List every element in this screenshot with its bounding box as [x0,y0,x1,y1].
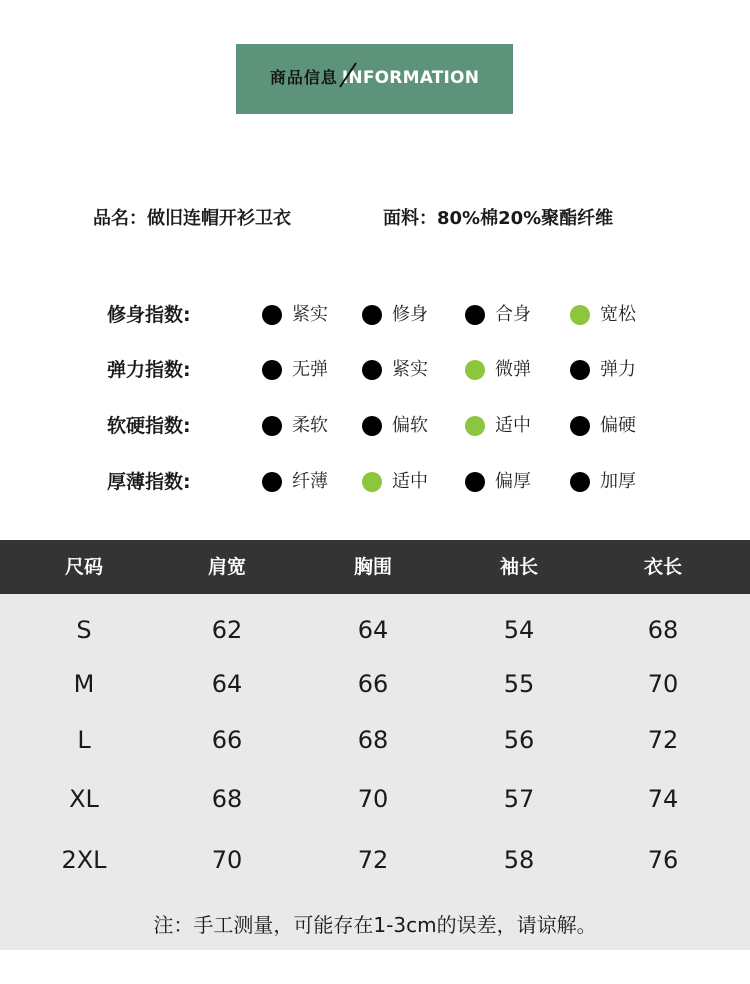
size-cell: S [76,616,92,644]
index-row [0,300,750,330]
table-row [0,720,750,760]
dot-icon [262,305,282,325]
column-header: 袖长 [499,556,538,578]
banner-title-cn: 商品信息 [269,67,338,87]
measurement-cell: 68 [647,616,679,644]
selected-dot-icon [570,305,590,325]
measurement-cell: 66 [357,670,389,698]
index-option-label: 偏厚 [495,471,531,492]
measurement-cell: 68 [211,785,243,813]
index-option-label: 适中 [392,471,428,492]
index-option-label: 合身 [495,304,531,325]
measurement-cell: 64 [211,670,243,698]
measurement-cell: 72 [357,846,389,874]
index-row [0,355,750,385]
dot-icon [570,472,590,492]
measurement-cell: 66 [211,726,243,754]
size-table-body [0,594,750,950]
index-option-label: 修身 [392,304,428,325]
index-label: 软硬指数: [107,415,191,437]
index-option [465,355,531,385]
size-cell: L [77,726,91,754]
dot-icon [262,416,282,436]
index-option-label: 适中 [495,415,531,436]
dot-icon [362,416,382,436]
measurement-cell: 70 [357,785,389,813]
product-info-row [0,204,750,230]
dot-icon [362,360,382,380]
column-header: 尺码 [64,556,103,578]
measurement-cell: 56 [503,726,535,754]
measurement-cell: 76 [647,846,679,874]
table-row [0,610,750,650]
slash-mark-icon [336,61,360,89]
product-fabric: 面料：80%棉20%聚酯纤维 [383,208,614,229]
product-name: 品名：做旧连帽开衫卫衣 [93,208,291,229]
measurement-cell: 62 [211,616,243,644]
index-option [465,467,531,497]
index-option [570,300,636,330]
index-option [570,355,636,385]
column-header: 胸围 [353,556,392,578]
measurement-cell: 64 [357,616,389,644]
selected-dot-icon [465,416,485,436]
selected-dot-icon [362,472,382,492]
column-header: 肩宽 [207,556,246,578]
dot-icon [262,360,282,380]
measurement-cell: 54 [503,616,535,644]
index-label: 修身指数: [107,304,191,326]
index-label: 厚薄指数: [107,471,191,493]
dot-icon [465,472,485,492]
index-option [362,411,428,441]
index-row [0,411,750,441]
index-option-label: 紧实 [392,359,428,380]
dot-icon [262,472,282,492]
table-row [0,840,750,880]
table-row [0,664,750,704]
index-option-label: 弹力 [600,359,636,380]
table-row [0,779,750,819]
index-row [0,467,750,497]
dot-icon [362,305,382,325]
index-option-label: 紧实 [292,304,328,325]
measurement-note: 注：手工测量，可能存在1-3cm的误差，请谅解。 [153,913,597,937]
index-option [465,300,531,330]
index-option [362,355,428,385]
index-option-label: 偏硬 [600,415,636,436]
size-cell: 2XL [61,846,107,874]
measurement-cell: 70 [211,846,243,874]
index-option [262,467,328,497]
selected-dot-icon [465,360,485,380]
index-option [570,411,636,441]
measurement-cell: 72 [647,726,679,754]
index-option-label: 加厚 [600,471,636,492]
dot-icon [570,416,590,436]
index-option-label: 偏软 [392,415,428,436]
size-cell: XL [69,785,99,813]
banner-title-en: INFORMATION [341,67,480,88]
measurement-cell: 74 [647,785,679,813]
info-banner [236,44,513,114]
index-option-label: 微弹 [495,359,531,380]
measurement-cell: 70 [647,670,679,698]
index-option [262,300,328,330]
index-option [570,467,636,497]
index-option [465,411,531,441]
index-option-label: 柔软 [292,415,328,436]
size-cell: M [73,670,95,698]
column-header: 衣长 [643,556,682,578]
index-option-label: 无弹 [292,359,328,380]
dot-icon [465,305,485,325]
measurement-cell: 68 [357,726,389,754]
size-table-header [0,540,750,594]
index-option [262,355,328,385]
index-option-label: 纤薄 [292,471,328,492]
measurement-cell: 55 [503,670,535,698]
index-option [362,467,428,497]
index-option-label: 宽松 [600,304,636,325]
index-option [362,300,428,330]
measurement-cell: 57 [503,785,535,813]
index-option [262,411,328,441]
size-table [0,540,750,950]
dot-icon [570,360,590,380]
measurement-cell: 58 [503,846,535,874]
index-label: 弹力指数: [107,359,191,381]
